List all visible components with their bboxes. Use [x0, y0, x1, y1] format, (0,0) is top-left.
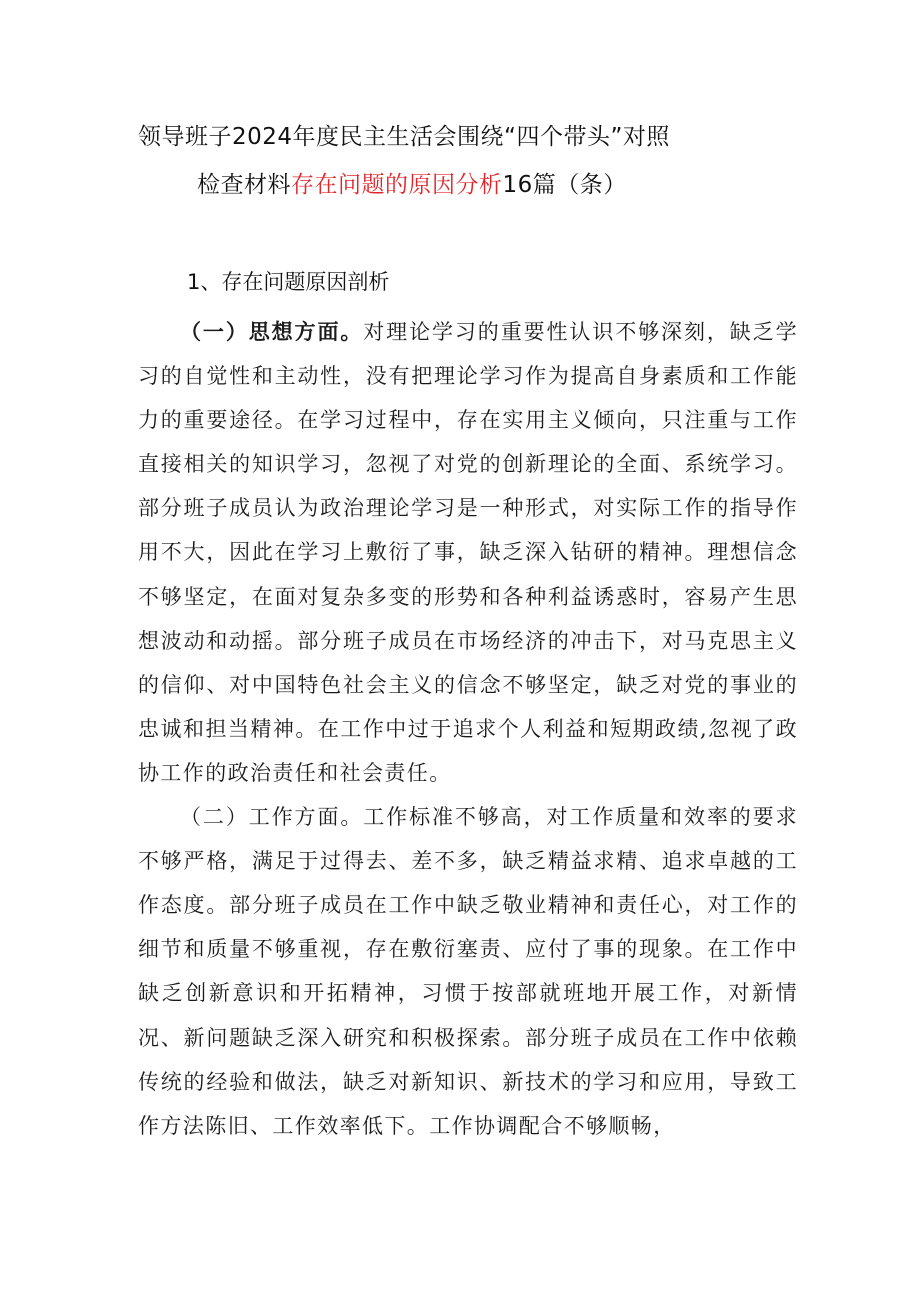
- paragraph-work: [138, 795, 798, 1148]
- paragraph-text: （二）工作方面。工作标准不够高，对工作质量和效率的要求不够严格，满足于过得去、差不多，缺乏精益求精、追求卓越的工作态度。部分班子成员在工作中缺乏敬业精神和责任心，对工作的细节和质量不够重视，存在敷衍塞责、应付了事的现象。在工作中缺乏创新意识和开拓精神，习惯于按部就班地开展工作，对新情况、新问题缺乏深入研究和积极探索。部分班子成员在工作中依赖传统的经验和做法，缺乏对新知识、新技术的学习和应用，导致工作方法陈旧、工作效率低下。工作协调配合不够顺畅，: [138, 805, 798, 1138]
- document-body: [138, 310, 798, 1148]
- document-title-line-1: [138, 118, 670, 151]
- document-title-line-2: [197, 166, 627, 199]
- title-line-1-text: 领导班子2024年度民主生活会围绕“四个带头”对照: [138, 124, 670, 150]
- section-heading: 1、存在问题原因剖析: [187, 270, 390, 294]
- title-line-2-suffix: 16篇（条）: [502, 172, 627, 198]
- title-line-2-prefix: 检查材料: [197, 172, 291, 198]
- paragraph-text: 对理论学习的重要性认识不够深刻，缺乏学习的自觉性和主动性，没有把理论学习作为提高自身素质和工作能力的重要途径。在学习过程中，存在实用主义倾向，只注重与工作直接相关的知识学习，忽视了对党的创新理论的全面、系统学习。部分班子成员认为政治理论学习是一种形式，对实际工作的指导作用不大，因此在学习上敷衍了事，缺乏深入钻研的精神。理想信念不够坚定，在面对复杂多变的形势和各种利益诱惑时，容易产生思想波动和动摇。部分班子成员在市场经济的冲击下，对马克思主义的信仰、对中国特色社会主义的信念不够坚定，缺乏对党的事业的忠诚和担当精神。在工作中过于追求个人利益和短期政绩,忽视了政协工作的政治责任和社会责任。: [138, 320, 798, 785]
- paragraph-lead-heading: （一）思想方面。: [180, 320, 364, 344]
- title-highlight: 存在问题的原因分析: [291, 172, 503, 198]
- paragraph-thought: [138, 310, 798, 795]
